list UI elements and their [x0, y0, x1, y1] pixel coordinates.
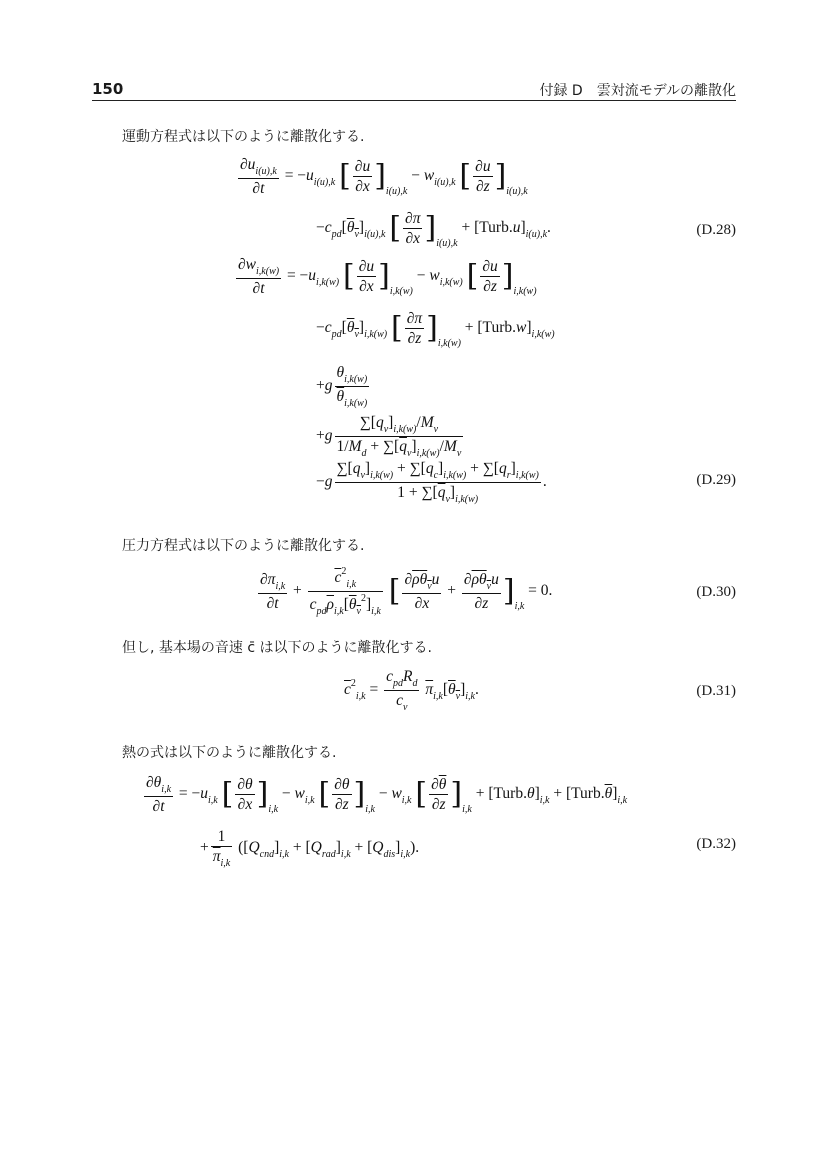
page-header	[92, 78, 736, 101]
equation-d29-line4: +g $\frac{\sum[q_v]_{i,k(w)}/M_v}{1/M_d + \sum[\overline{q}_v]_{i,k(w)}/M_v}$	[316, 414, 462, 459]
paragraph-sound-speed: 但し, 基本場の音速 c̄ は以下のように離散化する.	[122, 640, 432, 656]
equation-number-d28: (D.28)	[696, 222, 736, 238]
paragraph-heat: 熱の式は以下のように離散化する.	[122, 745, 337, 761]
equation-d28-line1: $\frac{\partial u_{i(u),k}}{\partial t}$ = $-u_{i(u),k}$ [ $\frac{\partial u}{\partial x}$ ]$_{i(u),k} - w_{i(u),k}$ [ $\frac{\partial u}{\partial z}$ ]$_{i(u),k}$	[240, 156, 528, 198]
paragraph-pressure: 圧力方程式は以下のように離散化する.	[122, 538, 365, 554]
equation-number-d29: (D.29)	[696, 472, 736, 488]
equation-d32-line2: + $\frac{1}{\overline{\pi}_{i,k}}$ $([Q_{cnd}]_{i,k} + [Q_{rad}]_{i,k} + [Q_{dis}]_{i,k})$.	[200, 828, 420, 870]
equation-number-d30: (D.30)	[696, 584, 736, 600]
chapter-title: 付録 D 雲対流モデルの離散化	[539, 83, 736, 99]
equation-number-d32: (D.32)	[696, 836, 736, 852]
page-number: 150	[92, 80, 124, 98]
equation-number-d31: (D.31)	[696, 683, 736, 699]
equation-d28-line2: $-c_{pd}[\theta_v]_{i(u),k}$ [ $\frac{\partial\pi}{\partial x}$ ]$_{i(u),k}$ + $[Turb.u]_{i(u),k}$.	[316, 210, 551, 250]
equation-d29-line2: $-c_{pd}[\theta_v]_{i,k(w)}$ [ $\frac{\partial\pi}{\partial z}$ ]$_{i,k(w)}$ + $[Turb.w]_{i,k(w)}$	[316, 310, 555, 350]
equation-d29-line5: −g $\frac{\sum[q_v]_{i,k(w)} + \sum[q_c]_{i,k(w)} + \sum[q_r]_{i,k(w)}}{1 + \sum[\overline{q}_v]_{i,k(w)}}$ .	[316, 460, 547, 505]
paragraph-motion: 運動方程式は以下のように離散化する.	[122, 129, 365, 145]
equation-d32-line1: $\frac{\partial\theta_{i,k}}{\partial t}$ = $-u_{i,k}$ [ $\frac{\partial\theta}{\partial x}$ ]$_{i,k} - w_{i,k}$ [ $\frac{\partial\theta}{\partial z}$ ]$_{i,k} - w_{i,k}$ [ $\frac{\partial\overline{\theta}}{\partial z}$ ]$_{i,k}$ + $[Turb.\theta]_{i,k}$ + $[Turb.\overline{\theta}]_{i,k}$	[146, 774, 628, 816]
equation-d31: $\overline{c}^2_{i,k}$ = $\frac{c_{pd}R_d}{c_v}$ $\overline{\pi}_{i,k}[\theta_v]_{i,k}$.	[344, 668, 479, 713]
equation-d29-line3: +g $\frac{\theta_{i,k(w)}}{\overline{\theta}_{i,k(w)}}$	[316, 364, 368, 409]
equation-d29-line1: $\frac{\partial w_{i,k(w)}}{\partial t}$ = $-u_{i,k(w)}$ [ $\frac{\partial u}{\partial x}$ ]$_{i,k(w)} - w_{i,k(w)}$ [ $\frac{\partial u}{\partial z}$ ]$_{i,k(w)}$	[238, 256, 537, 298]
equation-d30: $\frac{\partial\pi_{i,k}}{\partial t}$ + $\frac{\overline{c}^2_{i,k}}{c_{pd}\overline{\rho}_{i,k}[\theta_v^2]_{i,k}}$ [ $\frac{\partial\overline{\rho}\theta_vu}{\partial x}$ + $\frac{\partial\overline{\rho}\theta_vu}{\partial z}$ ]$_{i,k} = 0$.	[260, 566, 553, 617]
